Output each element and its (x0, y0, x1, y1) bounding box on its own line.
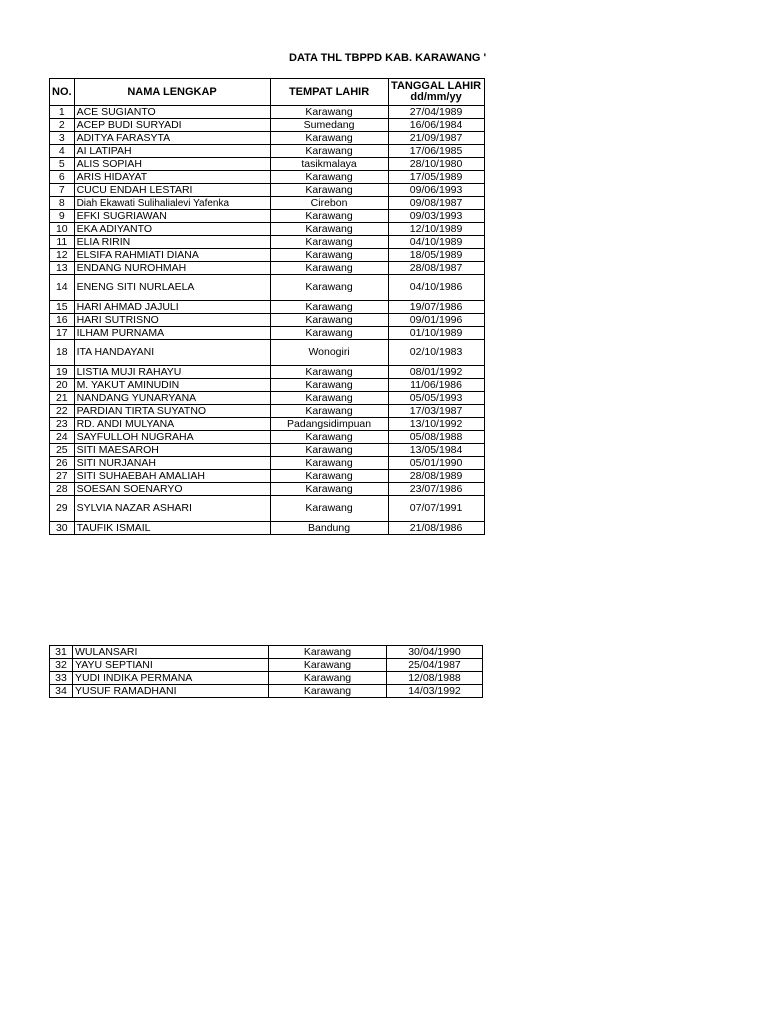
table-row (50, 249, 485, 262)
cell-date: 21/09/1987 (388, 132, 484, 145)
cell-name: SAYFULLOH NUGRAHA (74, 431, 270, 444)
table-row (50, 171, 485, 184)
cell-place: Karawang (270, 301, 388, 314)
cell-date: 16/06/1984 (388, 119, 484, 132)
cell-no: 22 (50, 405, 75, 418)
cell-name: HARI SUTRISNO (74, 314, 270, 327)
table-row (50, 327, 485, 340)
header-name: NAMA LENGKAP (74, 79, 270, 106)
cell-date: 19/07/1986 (388, 301, 484, 314)
cell-name: PARDIAN TIRTA SUYATNO (74, 405, 270, 418)
cell-place: Karawang (270, 262, 388, 275)
cell-no: 28 (50, 483, 75, 496)
cell-date: 17/06/1985 (388, 145, 484, 158)
cell-date: 02/10/1983 (388, 340, 484, 366)
cell-date: 11/06/1986 (388, 379, 484, 392)
cell-no: 13 (50, 262, 75, 275)
cell-place: Karawang (269, 646, 387, 659)
cell-no: 20 (50, 379, 75, 392)
cell-no: 9 (50, 210, 75, 223)
cell-name: LISTIA MUJI RAHAYU (74, 366, 270, 379)
cell-name: WULANSARI (73, 646, 269, 659)
table-row (50, 158, 485, 171)
cell-name: RD. ANDI MULYANA (74, 418, 270, 431)
table-row (50, 431, 485, 444)
cell-name: ELIA RIRIN (74, 236, 270, 249)
cell-no: 3 (50, 132, 75, 145)
cell-name: ADITYA FARASYTA (74, 132, 270, 145)
cell-no: 14 (50, 275, 75, 301)
cell-date: 27/04/1989 (388, 106, 484, 119)
table-row (50, 366, 485, 379)
table-row (50, 184, 485, 197)
cell-no: 30 (50, 522, 75, 535)
cell-date: 28/08/1989 (388, 470, 484, 483)
cell-no: 16 (50, 314, 75, 327)
cell-place: Karawang (270, 379, 388, 392)
cell-no: 32 (50, 659, 73, 672)
header-date (388, 79, 484, 106)
table-row (50, 314, 485, 327)
cell-name: M. YAKUT AMINUDIN (74, 379, 270, 392)
cell-place: tasikmalaya (270, 158, 388, 171)
cell-date: 04/10/1989 (388, 236, 484, 249)
cell-no: 12 (50, 249, 75, 262)
cell-date: 18/05/1989 (388, 249, 484, 262)
cell-place: Karawang (270, 184, 388, 197)
table-body (50, 106, 485, 535)
cell-date: 07/07/1991 (388, 496, 484, 522)
cell-name: ALIS SOPIAH (74, 158, 270, 171)
cell-name: NANDANG YUNARYANA (74, 392, 270, 405)
cell-name: AI LATIPAH (74, 145, 270, 158)
cell-place: Karawang (269, 659, 387, 672)
cell-no: 26 (50, 457, 75, 470)
cell-place: Karawang (270, 145, 388, 158)
cell-place: Karawang (270, 405, 388, 418)
cell-no: 4 (50, 145, 75, 158)
cell-no: 27 (50, 470, 75, 483)
cell-place: Karawang (270, 444, 388, 457)
cell-no: 17 (50, 327, 75, 340)
cell-no: 23 (50, 418, 75, 431)
cell-no: 33 (50, 672, 73, 685)
cell-place: Karawang (270, 223, 388, 236)
cell-no: 25 (50, 444, 75, 457)
cell-date: 08/01/1992 (388, 366, 484, 379)
cell-date: 14/03/1992 (387, 685, 483, 698)
table-row (50, 672, 483, 685)
cell-no: 34 (50, 685, 73, 698)
header-no: NO. (50, 79, 75, 106)
table-row (50, 496, 485, 522)
table-row (50, 301, 485, 314)
cell-place: Cirebon (270, 197, 388, 210)
cell-date: 05/08/1988 (388, 431, 484, 444)
cell-no: 6 (50, 171, 75, 184)
cell-place: Karawang (270, 106, 388, 119)
cell-date: 28/10/1980 (388, 158, 484, 171)
cell-name: ITA HANDAYANI (74, 340, 270, 366)
table-row (50, 659, 483, 672)
header-date-line1: TANGGAL LAHIR (391, 80, 482, 92)
cell-date: 21/08/1986 (388, 522, 484, 535)
table-row (50, 106, 485, 119)
table-row (50, 223, 485, 236)
table-row (50, 444, 485, 457)
cell-date: 12/08/1988 (387, 672, 483, 685)
cell-no: 21 (50, 392, 75, 405)
cell-place: Karawang (269, 672, 387, 685)
table-row (50, 340, 485, 366)
cell-no: 31 (50, 646, 73, 659)
cell-place: Karawang (270, 314, 388, 327)
cell-no: 15 (50, 301, 75, 314)
cell-date: 04/10/1986 (388, 275, 484, 301)
cell-date: 17/05/1989 (388, 171, 484, 184)
cell-name: CUCU ENDAH LESTARI (74, 184, 270, 197)
cell-date: 05/05/1993 (388, 392, 484, 405)
cell-name: Diah Ekawati Sulihalialevi Yafenka (74, 197, 270, 210)
cell-no: 1 (50, 106, 75, 119)
cell-place: Karawang (269, 685, 387, 698)
table-row (50, 197, 485, 210)
employee-table-continued (49, 645, 483, 698)
cell-place: Wonogiri (270, 340, 388, 366)
cell-no: 5 (50, 158, 75, 171)
table-row (50, 522, 485, 535)
table-header-row (50, 79, 485, 106)
cell-place: Karawang (270, 132, 388, 145)
cell-no: 10 (50, 223, 75, 236)
header-place: TEMPAT LAHIR (270, 79, 388, 106)
cell-place: Karawang (270, 249, 388, 262)
cell-place: Padangsidimpuan (270, 418, 388, 431)
table-row (50, 418, 485, 431)
cell-date: 09/08/1987 (388, 197, 484, 210)
cell-no: 24 (50, 431, 75, 444)
cell-name: SOESAN SOENARYO (74, 483, 270, 496)
cell-date: 12/10/1989 (388, 223, 484, 236)
cell-name: ELSIFA RAHMIATI DIANA (74, 249, 270, 262)
cell-date: 09/03/1993 (388, 210, 484, 223)
table-row (50, 132, 485, 145)
table-row (50, 236, 485, 249)
cell-place: Karawang (270, 236, 388, 249)
cell-place: Sumedang (270, 119, 388, 132)
cell-name: SYLVIA NAZAR ASHARI (74, 496, 270, 522)
cell-place: Karawang (270, 496, 388, 522)
table-row (50, 119, 485, 132)
cell-no: 2 (50, 119, 75, 132)
table-row (50, 405, 485, 418)
table-row (50, 275, 485, 301)
cell-no: 29 (50, 496, 75, 522)
cell-place: Karawang (270, 483, 388, 496)
table-row (50, 392, 485, 405)
cell-place: Karawang (270, 327, 388, 340)
employee-table (49, 78, 485, 535)
cell-date: 09/06/1993 (388, 184, 484, 197)
cell-place: Karawang (270, 431, 388, 444)
cell-name: YUDI INDIKA PERMANA (73, 672, 269, 685)
cell-place: Karawang (270, 392, 388, 405)
header-date-line2: dd/mm/yy (410, 91, 462, 103)
cell-name: ACEP BUDI SURYADI (74, 119, 270, 132)
cell-date: 09/01/1996 (388, 314, 484, 327)
cell-no: 18 (50, 340, 75, 366)
cell-place: Karawang (270, 366, 388, 379)
cell-name: YAYU SEPTIANI (73, 659, 269, 672)
cell-no: 7 (50, 184, 75, 197)
cell-place: Karawang (270, 210, 388, 223)
table-body-continued (50, 646, 483, 698)
page-title: DATA THL TBPPD KAB. KARAWANG ' (289, 52, 487, 64)
cell-date: 28/08/1987 (388, 262, 484, 275)
cell-place: Karawang (270, 457, 388, 470)
cell-no: 19 (50, 366, 75, 379)
cell-name: EKA ADIYANTO (74, 223, 270, 236)
table-row (50, 646, 483, 659)
cell-name: SITI SUHAEBAH AMALIAH (74, 470, 270, 483)
cell-name: ENENG SITI NURLAELA (74, 275, 270, 301)
cell-date: 05/01/1990 (388, 457, 484, 470)
cell-date: 01/10/1989 (388, 327, 484, 340)
cell-no: 11 (50, 236, 75, 249)
cell-date: 13/05/1984 (388, 444, 484, 457)
cell-name: EFKI SUGRIAWAN (74, 210, 270, 223)
table-row (50, 145, 485, 158)
table-row (50, 457, 485, 470)
cell-name: SITI NURJANAH (74, 457, 270, 470)
cell-name: YUSUF RAMADHANI (73, 685, 269, 698)
table-row (50, 685, 483, 698)
cell-place: Karawang (270, 275, 388, 301)
cell-name: TAUFIK ISMAIL (74, 522, 270, 535)
cell-name: HARI AHMAD JAJULI (74, 301, 270, 314)
cell-date: 23/07/1986 (388, 483, 484, 496)
cell-name: ENDANG NUROHMAH (74, 262, 270, 275)
table-row (50, 262, 485, 275)
cell-date: 13/10/1992 (388, 418, 484, 431)
cell-date: 17/03/1987 (388, 405, 484, 418)
table-row (50, 210, 485, 223)
cell-date: 25/04/1987 (387, 659, 483, 672)
cell-place: Bandung (270, 522, 388, 535)
cell-name: ILHAM PURNAMA (74, 327, 270, 340)
cell-date: 30/04/1990 (387, 646, 483, 659)
cell-place: Karawang (270, 470, 388, 483)
cell-name: ARIS HIDAYAT (74, 171, 270, 184)
table-row (50, 379, 485, 392)
cell-name: SITI MAESAROH (74, 444, 270, 457)
cell-name: ACE SUGIANTO (74, 106, 270, 119)
cell-no: 8 (50, 197, 75, 210)
table-row (50, 470, 485, 483)
cell-place: Karawang (270, 171, 388, 184)
table-row (50, 483, 485, 496)
